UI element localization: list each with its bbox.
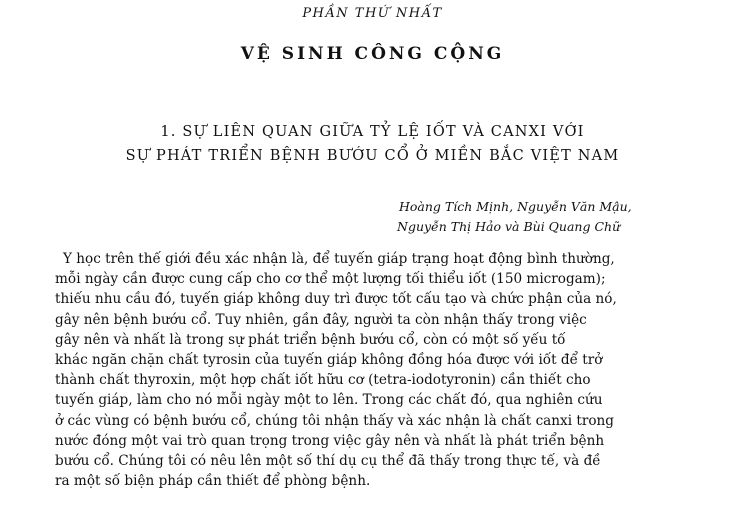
article-title (0, 120, 745, 168)
body-line: tuyến giáp, làm cho nó mỗi ngày một to lên. Trong các chất đó, qua nghiên cứu (55, 392, 603, 409)
article-title-line: SỰ PHÁT TRIỂN BỆNH BƯỚU CỔ Ở MIỀN BẮC VIỆT NAM (125, 148, 620, 164)
body-line: mỗi ngày cần được cung cấp cho cơ thể một lượng tối thiểu iốt (150 microgam); (55, 271, 606, 288)
section-title: VỆ SINH CÔNG CỘNG (240, 44, 505, 64)
body-line: khác ngăn chặn chất tyrosin của tuyến giáp không đồng hóa được với iốt để trở (55, 352, 603, 369)
body-line: bướu cổ. Chúng tôi có nêu lên một số thí dụ cụ thể đã thấy trong thực tế, và đề (55, 453, 601, 470)
body-paragraph (55, 249, 735, 491)
body-line: gây nên và nhất là trong sự phát triển bệnh bướu cổ, còn có một số yếu tố (55, 331, 566, 348)
body-line: gây nên bệnh bướu cổ. Tuy nhiên, gần đây, người ta còn nhận thấy trong việc (55, 311, 587, 328)
body-line: thành chất thyroxin, một hợp chất iốt hữu cơ (tetra-iodotyronin) cần thiết cho (55, 372, 591, 389)
article-title-line: 1. SỰ LIÊN QUAN GIỮA TỶ LỆ IỐT VÀ CANXI VỚI (160, 124, 585, 140)
body-line: nước đóng một vai trò quan trọng trong việc gây nên và nhất là phát triển bệnh (55, 432, 605, 449)
body-line: ở các vùng có bệnh bướu cổ, chúng tôi nhận thấy và xác nhận là chất canxi trong (55, 412, 614, 429)
body-line: thiếu nhu cầu đó, tuyến giáp không duy trì được tốt cấu tạo và chức phận của nó, (55, 291, 617, 308)
authors-line: Nguyễn Thị Hảo và Bùi Quang Chữ (397, 219, 621, 234)
authors (397, 197, 737, 237)
body-line: Y học trên thế giới đều xác nhận là, để tuyến giáp trạng hoạt động bình thường, (63, 251, 615, 267)
body-line: ra một số biện pháp cần thiết để phòng bệnh. (55, 473, 371, 490)
part-label: PHẦN THỨ NHẤT (302, 6, 443, 21)
authors-line: Hoàng Tích Mịnh, Nguyễn Văn Mậu, (399, 199, 632, 214)
